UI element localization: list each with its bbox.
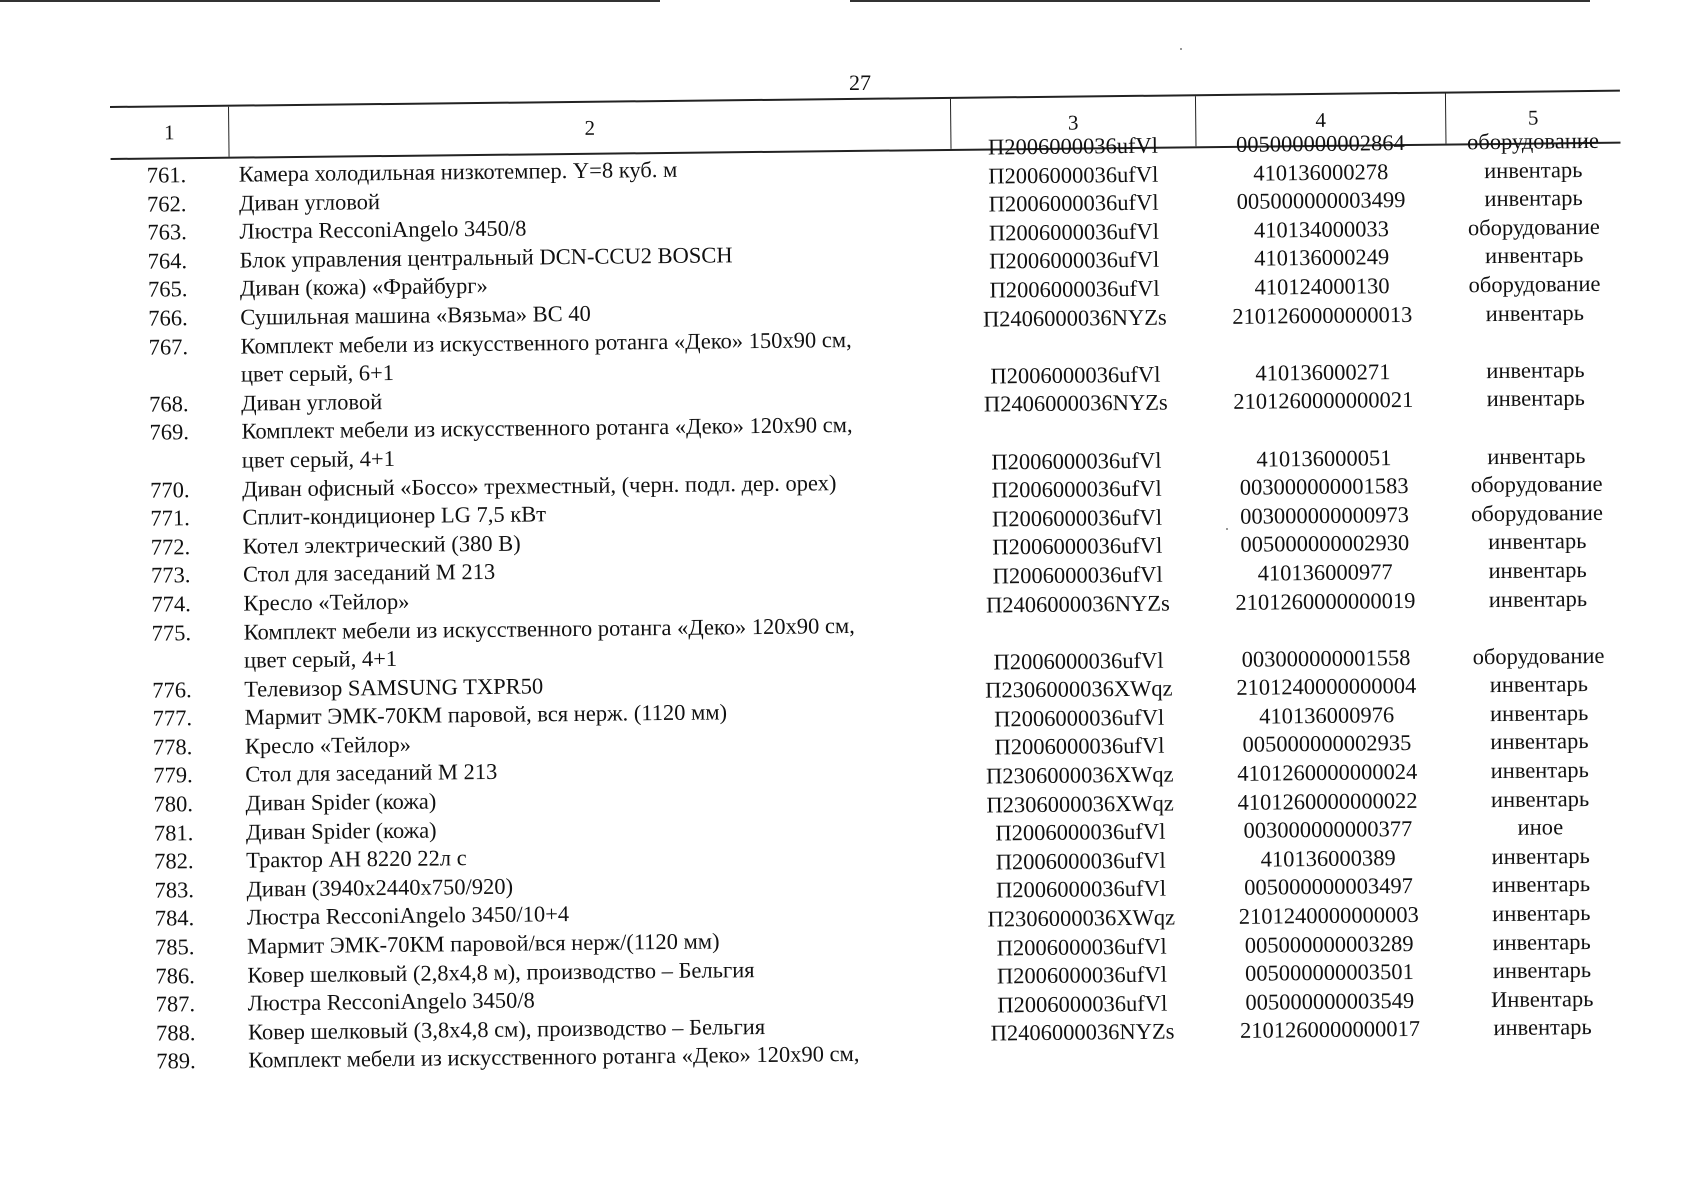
- row-number: 772.: [150, 533, 191, 560]
- item-code: П2006000036ufVl: [991, 447, 1162, 475]
- item-code: П2306000036XWqz: [985, 761, 1174, 789]
- item-name-line: Блок управления центральный DCN-CCU2 BOSCH: [239, 242, 733, 273]
- item-name-line: Диван (3940х2440х750/920): [246, 873, 514, 902]
- item-code: П2006000036ufVl: [994, 733, 1165, 760]
- item-name-line: Камера холодильная низкотемпер. Y=8 куб. м: [238, 156, 678, 187]
- item-name-line: Кресло «Тейлор»: [244, 731, 412, 759]
- inventory-number: 2101260000000017: [1239, 1016, 1421, 1044]
- item-category: оборудование: [1466, 127, 1600, 155]
- item-name-line: Ковер шелковый (3,8х4,8 см), производство – Бельгия: [247, 1013, 766, 1045]
- inventory-table: [110, 90, 1630, 1077]
- row-number: 768.: [149, 390, 189, 417]
- item-code: П2006000036ufVl: [990, 361, 1161, 389]
- item-code: П2006000036ufVl: [994, 704, 1165, 732]
- item-category: инвентарь: [1487, 442, 1586, 469]
- item-code: П2006000036ufVl: [992, 561, 1163, 589]
- item-code: П2006000036ufVl: [993, 647, 1164, 675]
- row-number: 782.: [154, 848, 194, 874]
- item-category: оборудование: [1472, 642, 1605, 669]
- item-code: П2006000036ufVl: [995, 876, 1167, 903]
- item-name-line: Мармит ЭМК-70КМ паровой, вся нерж. (1120 мм): [244, 699, 728, 730]
- item-code: П2006000036ufVl: [987, 132, 1159, 160]
- inventory-number: 4101260000000024: [1237, 758, 1418, 786]
- item-category: оборудование: [1470, 499, 1604, 527]
- inventory-number: 410136000249: [1254, 244, 1390, 272]
- item-code: П2006000036ufVl: [991, 475, 1162, 503]
- item-category: инвентарь: [1491, 842, 1590, 869]
- inventory-number: 003000000000973: [1239, 501, 1410, 529]
- item-name-line: Диван угловой: [241, 388, 383, 416]
- inventory-number: 003000000001558: [1241, 644, 1411, 672]
- inventory-number: 005000000002864: [1235, 129, 1405, 157]
- item-name-line: Диван (кожа) «Фрайбург»: [239, 273, 488, 301]
- row-number: 779.: [153, 762, 193, 789]
- item-name-line: Диван офисный «Боссо» трехместный, (черн. подл. дер. орех): [242, 469, 837, 502]
- item-code: П2006000036ufVl: [989, 247, 1160, 274]
- item-name: [231, 410, 954, 475]
- scan-edge-left: [0, 0, 660, 2]
- row-number: 778.: [152, 734, 193, 760]
- item-code: П2306000036XWqz: [987, 904, 1176, 932]
- item-category: оборудование: [1470, 470, 1603, 498]
- inventory-number: 005000000003501: [1244, 959, 1414, 986]
- item-name-line: Диван Spider (кожа): [245, 788, 437, 816]
- item-category: инвентарь: [1484, 242, 1584, 269]
- row-number: 770.: [150, 476, 190, 503]
- inventory-number: 005000000002935: [1242, 730, 1412, 758]
- item-name-line: Котел электрический (380 В): [242, 530, 521, 559]
- item-code: П2006000036ufVl: [989, 275, 1160, 303]
- item-code: П2006000036ufVl: [992, 532, 1163, 560]
- row-number: 774.: [151, 591, 191, 617]
- column-header-5: 5: [1445, 92, 1621, 144]
- inventory-number: 2101260000000021: [1233, 387, 1414, 415]
- item-code: П2406000036NYZs: [985, 590, 1170, 618]
- item-name-line: Сушильная машина «Вязьма» ВС 40: [240, 300, 591, 330]
- item-name-line: Стол для заседаний М 213: [242, 559, 496, 587]
- inventory-number: 005000000003497: [1244, 873, 1414, 901]
- item-category: инвентарь: [1490, 728, 1589, 755]
- row-number: 769.: [149, 419, 190, 445]
- item-name-line: Комплект мебели из искусственного ротанга «Деко» 120х90 см,: [248, 1041, 860, 1073]
- item-code: П2306000036XWqz: [986, 790, 1174, 818]
- inventory-number: 005000000003499: [1236, 187, 1406, 215]
- row-number: 781.: [153, 819, 194, 846]
- inventory-number: 005000000003289: [1244, 930, 1414, 958]
- item-name-line: Люстра RecconiAngelo 3450/8: [247, 987, 535, 1016]
- column-header-3: 3: [950, 96, 1196, 149]
- item-name-line: цвет серый, 4+1: [241, 445, 396, 473]
- item-code: П2006000036ufVl: [991, 504, 1163, 532]
- row-number: 776.: [152, 676, 192, 703]
- item-code: П2006000036ufVl: [995, 847, 1166, 875]
- page-number: 27: [849, 70, 871, 95]
- item-code: П2406000036NYZs: [990, 1018, 1175, 1046]
- inventory-number: 410124000130: [1254, 273, 1390, 300]
- item-category: оборудование: [1468, 270, 1601, 298]
- item-name-line: цвет серый, 4+1: [243, 646, 398, 673]
- item-category: инвентарь: [1493, 1014, 1592, 1041]
- item-code: П2006000036ufVl: [988, 218, 1160, 246]
- row-number: 789.: [156, 1048, 196, 1074]
- item-category: инвентарь: [1486, 356, 1585, 383]
- item-name-line: Ковер шелковый (2,8х4,8 м), производство – Бельгия: [247, 956, 755, 988]
- inventory-number: 410136000389: [1260, 844, 1396, 872]
- item-category: инвентарь: [1489, 699, 1589, 726]
- item-category: инвентарь: [1485, 299, 1585, 326]
- item-code: П2006000036ufVl: [995, 818, 1166, 846]
- inventory-number: 2101240000000004: [1236, 673, 1417, 701]
- table-body: [111, 127, 1631, 1077]
- row-number: 763.: [147, 219, 187, 245]
- column-header-2: 2: [228, 99, 950, 157]
- item-name-line: Комплект мебели из искусственного ротанга «Деко» 150х90 см,: [240, 326, 852, 359]
- inventory-number: 005000000003549: [1245, 987, 1415, 1015]
- inventory-number: 410136000278: [1253, 158, 1389, 186]
- item-code: П2306000036XWqz: [984, 675, 1173, 703]
- inventory-number: 005000000002930: [1240, 530, 1410, 558]
- item-category: инвентарь: [1486, 385, 1585, 412]
- inventory-number: 4101260000000022: [1237, 787, 1418, 815]
- item-name-line: Кресло «Тейлор»: [243, 588, 410, 616]
- item-name-line: Трактор АН 8220 22л с: [246, 845, 467, 873]
- row-number: 785.: [154, 934, 195, 960]
- scan-edge-right: [850, 0, 1590, 2]
- item-category: инвентарь: [1488, 528, 1587, 555]
- item-category: иное: [1517, 814, 1564, 841]
- inventory-number: 410136000271: [1255, 358, 1391, 386]
- item-name-line: Диван Spider (кожа): [245, 817, 437, 845]
- row-number: 788.: [155, 1019, 196, 1046]
- item-category: инвентарь: [1488, 585, 1588, 612]
- scan-speck: [1180, 48, 1182, 50]
- item-category: инвентарь: [1490, 785, 1590, 812]
- item-category: Инвентарь: [1490, 985, 1594, 1012]
- item-name-line: Люстра RecconiAngelo 3450/10+4: [246, 901, 570, 931]
- item-name-line: Телевизор SAMSUNG TXPR50: [244, 673, 544, 702]
- item-category: инвентарь: [1484, 185, 1583, 212]
- item-name-line: цвет серый, 6+1: [240, 360, 395, 387]
- item-name-line: Стол для заседаний М 213: [245, 759, 498, 788]
- item-name-line: Диван угловой: [238, 188, 381, 216]
- item-name-line: Люстра RecconiAngelo 3450/8: [239, 215, 527, 244]
- inventory-number: 410134000033: [1253, 215, 1390, 243]
- row-number: 764.: [147, 247, 188, 274]
- row-number: 775.: [151, 619, 192, 646]
- row-number: 784.: [154, 905, 195, 931]
- row-number: 766.: [148, 305, 188, 331]
- inventory-number: 410136000976: [1259, 702, 1395, 729]
- item-code: П2406000036NYZs: [983, 389, 1168, 417]
- inventory-number: 2101240000000003: [1238, 901, 1419, 929]
- item-category: инвентарь: [1484, 156, 1583, 183]
- row-number: 767.: [148, 333, 189, 360]
- inventory-number: 003000000000377: [1243, 816, 1413, 844]
- item-code: П2006000036ufVl: [996, 933, 1167, 961]
- item-category: оборудование: [1467, 213, 1600, 241]
- inventory-number: 410136000977: [1257, 559, 1393, 586]
- inventory-number: 410136000051: [1256, 444, 1392, 472]
- item-category: инвентарь: [1491, 871, 1591, 898]
- item-code: П2006000036ufVl: [988, 161, 1159, 189]
- item-name-line: Комплект мебели из искусственного ротанга «Деко» 120х90 см,: [243, 612, 855, 645]
- item-name: [234, 610, 957, 675]
- row-number: 771.: [150, 505, 190, 531]
- item-category: инвентарь: [1490, 757, 1590, 784]
- item-code: П2006000036ufVl: [997, 990, 1168, 1018]
- item-category: инвентарь: [1489, 671, 1589, 698]
- row-number: 762.: [146, 190, 187, 217]
- inventory-number: 2101260000000013: [1232, 301, 1413, 329]
- column-header-4: 4: [1195, 94, 1446, 147]
- row-number: 783.: [154, 876, 194, 903]
- item-category: инвентарь: [1492, 928, 1591, 955]
- row-number: 777.: [152, 705, 193, 731]
- column-header-1: 1: [163, 120, 175, 145]
- row-number: 773.: [150, 562, 191, 588]
- item-category: инвентарь: [1488, 556, 1587, 584]
- row-number: 780.: [153, 791, 194, 817]
- item-code: П2006000036ufVl: [988, 189, 1159, 217]
- item-name: [230, 324, 953, 389]
- item-category: инвентарь: [1492, 900, 1591, 927]
- item-code: П2006000036ufVl: [996, 961, 1168, 989]
- inventory-number: 003000000001583: [1239, 473, 1409, 500]
- item-code: П2406000036NYZs: [982, 304, 1167, 332]
- item-name-line: Мармит ЭМК-70КМ паровой/вся нерж/(1120 мм): [246, 928, 720, 959]
- item-name-line: Сплит-кондиционер LG 7,5 кВт: [242, 501, 547, 530]
- row-number: 765.: [147, 276, 188, 302]
- row-number: 761.: [146, 162, 187, 188]
- item-name-line: Комплект мебели из искусственного ротанга «Деко» 120х90 см,: [241, 412, 853, 444]
- row-number: 786.: [155, 962, 195, 989]
- row-number: 787.: [155, 991, 196, 1017]
- inventory-number: 2101260000000019: [1235, 587, 1416, 615]
- item-category: инвентарь: [1492, 957, 1592, 984]
